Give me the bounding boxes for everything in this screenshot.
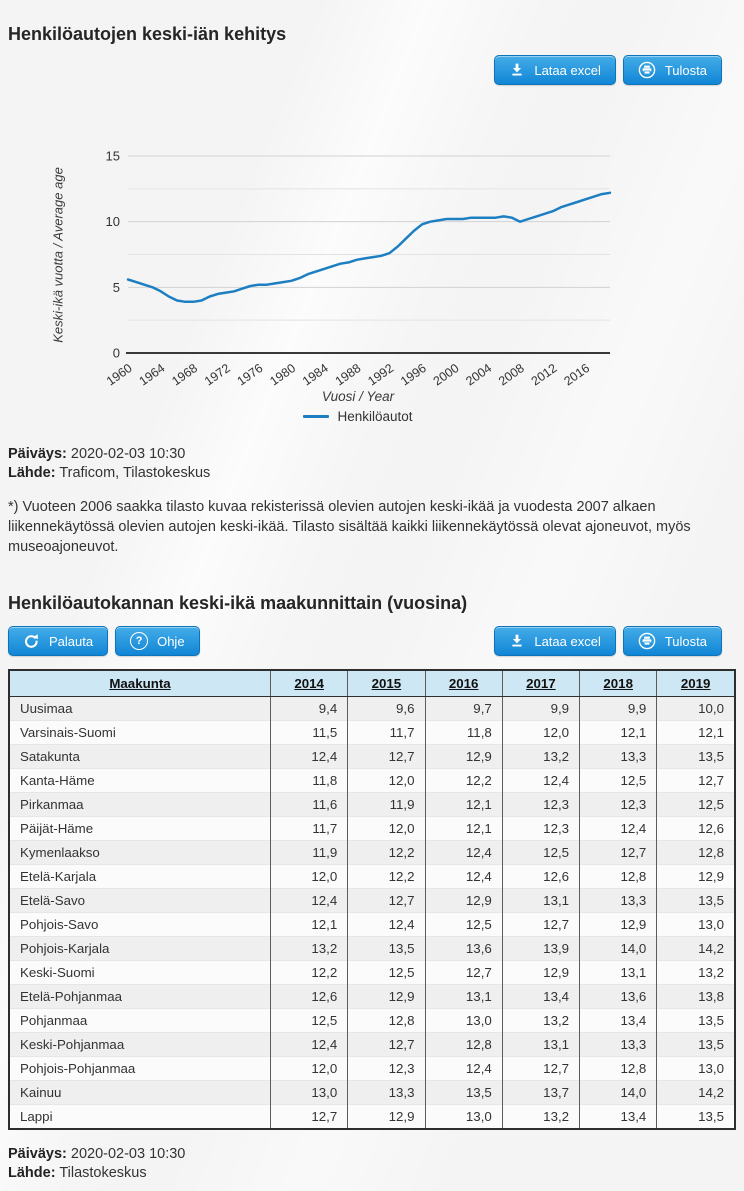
help-icon: ?	[130, 632, 148, 650]
cell-value: 12,7	[425, 961, 502, 985]
table-row	[9, 817, 735, 841]
table-row	[9, 1081, 735, 1105]
cell-value: 13,3	[580, 1033, 657, 1057]
cell-value: 12,4	[425, 865, 502, 889]
cell-value: 12,0	[271, 1057, 348, 1081]
table-row	[9, 793, 735, 817]
cell-value: 12,4	[348, 913, 425, 937]
cell-value: 13,2	[502, 1105, 579, 1130]
svg-text:5: 5	[112, 279, 120, 295]
cell-value: 9,6	[348, 697, 425, 721]
row-label: Päijät-Häme	[9, 817, 271, 841]
cell-value: 12,6	[657, 817, 735, 841]
table-row	[9, 697, 735, 721]
cell-value: 13,5	[657, 745, 735, 769]
row-label: Satakunta	[9, 745, 271, 769]
cell-value: 13,1	[425, 985, 502, 1009]
cell-value: 13,1	[580, 961, 657, 985]
row-label: Etelä-Karjala	[9, 865, 271, 889]
help-label: Ohje	[157, 633, 185, 649]
cell-value: 13,0	[271, 1081, 348, 1105]
cell-value: 12,4	[271, 745, 348, 769]
row-label: Kanta-Häme	[9, 769, 271, 793]
legend-line-swatch	[303, 415, 329, 418]
source-value: Traficom, Tilastokeskus	[59, 465, 211, 481]
cell-value: 13,3	[348, 1081, 425, 1105]
series-line-henkiloautot	[128, 193, 610, 302]
table-row	[9, 1009, 735, 1033]
row-label: Uusimaa	[9, 697, 271, 721]
download-icon	[509, 633, 525, 649]
legend-item-henkiloautot[interactable]	[88, 409, 628, 424]
source-value: Tilastokeskus	[59, 1165, 147, 1181]
cell-value: 12,2	[348, 841, 425, 865]
cell-value: 12,9	[425, 745, 502, 769]
cell-value: 12,8	[580, 1057, 657, 1081]
cell-value: 12,1	[425, 817, 502, 841]
svg-text:1972: 1972	[201, 360, 233, 389]
cell-value: 12,7	[502, 913, 579, 937]
svg-text:10: 10	[105, 214, 120, 230]
page-title-chart-section: Henkilöautojen keski-iän kehitys	[8, 24, 287, 44]
cell-value: 12,0	[348, 817, 425, 841]
cell-value: 12,5	[271, 1009, 348, 1033]
table-row	[9, 985, 735, 1009]
column-header-year[interactable]: 2015	[348, 670, 425, 697]
refresh-icon	[23, 633, 40, 650]
svg-text:1976: 1976	[234, 360, 266, 389]
cell-value: 13,1	[502, 889, 579, 913]
cell-value: 12,5	[580, 769, 657, 793]
cell-value: 13,0	[425, 1105, 502, 1130]
cell-value: 9,4	[271, 697, 348, 721]
line-chart	[0, 137, 744, 439]
printer-icon	[638, 61, 656, 79]
table-row	[9, 1105, 735, 1130]
cell-value: 12,9	[657, 865, 735, 889]
cell-value: 12,4	[425, 1057, 502, 1081]
download-excel-button[interactable]	[494, 626, 616, 656]
cell-value: 12,3	[502, 817, 579, 841]
help-button[interactable]	[115, 626, 199, 656]
column-header-year[interactable]: 2019	[657, 670, 735, 697]
cell-value: 12,2	[425, 769, 502, 793]
svg-text:1984: 1984	[299, 360, 331, 389]
row-label: Kainuu	[9, 1081, 271, 1105]
column-header-year[interactable]: 2018	[580, 670, 657, 697]
table-row	[9, 913, 735, 937]
cell-value: 13,5	[657, 889, 735, 913]
cell-value: 12,4	[580, 817, 657, 841]
cell-value: 13,6	[580, 985, 657, 1009]
column-header-year[interactable]: 2014	[271, 670, 348, 697]
date-line	[8, 1145, 736, 1164]
row-label: Keski-Pohjanmaa	[9, 1033, 271, 1057]
svg-text:15: 15	[105, 148, 120, 164]
svg-text:1992: 1992	[365, 360, 397, 389]
date-line	[8, 445, 736, 464]
cell-value: 12,4	[271, 1033, 348, 1057]
row-label: Kymenlaakso	[9, 841, 271, 865]
cell-value: 12,7	[348, 745, 425, 769]
table-row	[9, 745, 735, 769]
cell-value: 13,5	[425, 1081, 502, 1105]
table-row	[9, 769, 735, 793]
cell-value: 11,8	[271, 769, 348, 793]
svg-text:2016: 2016	[561, 360, 593, 389]
svg-text:1980: 1980	[267, 360, 299, 389]
cell-value: 13,3	[580, 745, 657, 769]
chart-toolbar	[8, 55, 722, 85]
cell-value: 12,8	[657, 841, 735, 865]
cell-value: 13,8	[657, 985, 735, 1009]
cell-value: 13,0	[657, 913, 735, 937]
download-excel-button[interactable]	[494, 55, 616, 85]
date-value: 2020-02-03 10:30	[70, 1146, 186, 1162]
cell-value: 12,6	[271, 985, 348, 1009]
table-row	[9, 1057, 735, 1081]
svg-text:1968: 1968	[169, 360, 201, 389]
region-age-table	[8, 669, 736, 1130]
row-label: Pohjanmaa	[9, 1009, 271, 1033]
cell-value: 14,0	[580, 1081, 657, 1105]
print-label: Tulosta	[664, 62, 707, 78]
legend-label: Henkilöautot	[337, 409, 413, 424]
row-label: Pohjois-Pohjanmaa	[9, 1057, 271, 1081]
svg-text:2008: 2008	[496, 360, 527, 389]
cell-value: 12,4	[502, 769, 579, 793]
cell-value: 12,9	[348, 1105, 425, 1130]
cell-value: 13,0	[657, 1057, 735, 1081]
chart-plot-area	[88, 137, 628, 389]
download-icon	[509, 62, 525, 78]
row-label: Etelä-Savo	[9, 889, 271, 913]
cell-value: 12,1	[580, 721, 657, 745]
table-row	[9, 1033, 735, 1057]
reset-button[interactable]	[8, 626, 108, 656]
cell-value: 13,7	[502, 1081, 579, 1105]
row-label: Pohjois-Karjala	[9, 937, 271, 961]
svg-text:1964: 1964	[136, 360, 168, 389]
print-label: Tulosta	[664, 633, 707, 649]
date-label: Päiväys:	[8, 1146, 67, 1162]
table-row	[9, 841, 735, 865]
table-row	[9, 937, 735, 961]
cell-value: 12,1	[425, 793, 502, 817]
cell-value: 11,7	[348, 721, 425, 745]
cell-value: 13,5	[657, 1033, 735, 1057]
cell-value: 11,7	[271, 817, 348, 841]
cell-value: 12,0	[502, 721, 579, 745]
cell-value: 11,9	[271, 841, 348, 865]
table-meta	[8, 1145, 736, 1183]
cell-value: 11,8	[425, 721, 502, 745]
cell-value: 13,5	[657, 1105, 735, 1130]
cell-value: 13,5	[657, 1009, 735, 1033]
row-label: Varsinais-Suomi	[9, 721, 271, 745]
cell-value: 9,7	[425, 697, 502, 721]
cell-value: 9,9	[580, 697, 657, 721]
cell-value: 10,0	[657, 697, 735, 721]
cell-value: 12,9	[425, 889, 502, 913]
cell-value: 12,9	[348, 985, 425, 1009]
cell-value: 12,8	[580, 865, 657, 889]
table-row	[9, 865, 735, 889]
source-label: Lähde:	[8, 1165, 56, 1181]
cell-value: 14,2	[657, 937, 735, 961]
cell-value: 13,9	[502, 937, 579, 961]
print-button[interactable]	[623, 55, 722, 85]
printer-icon	[638, 632, 656, 650]
download-excel-label: Lataa excel	[534, 633, 601, 649]
cell-value: 12,0	[271, 865, 348, 889]
cell-value: 12,7	[271, 1105, 348, 1130]
column-header-year[interactable]: 2016	[425, 670, 502, 697]
row-label: Keski-Suomi	[9, 961, 271, 985]
cell-value: 12,5	[348, 961, 425, 985]
table-row	[9, 961, 735, 985]
y-axis-title: Keski-ikä vuotta / Average age	[50, 167, 66, 343]
svg-text:2000: 2000	[430, 360, 462, 389]
table-row	[9, 889, 735, 913]
cell-value: 12,3	[502, 793, 579, 817]
print-button[interactable]	[623, 626, 722, 656]
svg-text:2004: 2004	[463, 360, 495, 389]
cell-value: 12,7	[348, 889, 425, 913]
cell-value: 9,9	[502, 697, 579, 721]
x-axis-title: Vuosi / Year	[321, 389, 395, 404]
row-label: Lappi	[9, 1105, 271, 1130]
cell-value: 13,2	[657, 961, 735, 985]
cell-value: 13,1	[502, 1033, 579, 1057]
svg-text:1988: 1988	[332, 360, 364, 389]
cell-value: 12,5	[657, 793, 735, 817]
cell-value: 12,7	[657, 769, 735, 793]
page-title-table-section: Henkilöautokannan keski-ikä maakunnittain (vuosina)	[8, 593, 468, 613]
cell-value: 12,1	[657, 721, 735, 745]
cell-value: 13,5	[348, 937, 425, 961]
cell-value: 12,5	[425, 913, 502, 937]
column-header-year[interactable]: 2017	[502, 670, 579, 697]
cell-value: 13,4	[580, 1105, 657, 1130]
cell-value: 13,0	[425, 1009, 502, 1033]
cell-value: 13,6	[425, 937, 502, 961]
cell-value: 12,3	[580, 793, 657, 817]
cell-value: 12,8	[348, 1009, 425, 1033]
row-label: Pirkanmaa	[9, 793, 271, 817]
cell-value: 14,0	[580, 937, 657, 961]
cell-value: 12,2	[348, 865, 425, 889]
cell-value: 12,2	[271, 961, 348, 985]
cell-value: 12,4	[425, 841, 502, 865]
cell-value: 14,2	[657, 1081, 735, 1105]
row-label: Etelä-Pohjanmaa	[9, 985, 271, 1009]
cell-value: 12,7	[348, 1033, 425, 1057]
svg-text:1960: 1960	[103, 360, 135, 389]
cell-value: 12,4	[271, 889, 348, 913]
svg-text:1996: 1996	[398, 360, 429, 389]
source-line	[8, 464, 736, 483]
column-header-region[interactable]: Maakunta	[9, 670, 271, 697]
cell-value: 13,3	[580, 889, 657, 913]
cell-value: 13,2	[502, 1009, 579, 1033]
cell-value: 11,9	[348, 793, 425, 817]
table-body	[9, 697, 735, 1130]
reset-label: Palauta	[49, 633, 94, 649]
cell-value: 12,6	[502, 865, 579, 889]
date-label: Päiväys:	[8, 446, 67, 462]
cell-value: 12,7	[580, 841, 657, 865]
download-excel-label: Lataa excel	[534, 62, 601, 78]
cell-value: 12,9	[580, 913, 657, 937]
cell-value: 12,9	[502, 961, 579, 985]
cell-value: 12,5	[502, 841, 579, 865]
cell-value: 13,4	[580, 1009, 657, 1033]
row-label: Pohjois-Savo	[9, 913, 271, 937]
cell-value: 11,5	[271, 721, 348, 745]
svg-text:0: 0	[112, 345, 120, 361]
source-line	[8, 1164, 736, 1183]
cell-value: 12,0	[348, 769, 425, 793]
cell-value: 12,3	[348, 1057, 425, 1081]
cell-value: 13,4	[502, 985, 579, 1009]
cell-value: 12,8	[425, 1033, 502, 1057]
chart-meta	[8, 445, 736, 483]
table-toolbar	[8, 626, 722, 656]
date-value: 2020-02-03 10:30	[70, 446, 186, 462]
cell-value: 12,7	[502, 1057, 579, 1081]
cell-value: 13,2	[502, 745, 579, 769]
cell-value: 12,1	[271, 913, 348, 937]
table-row	[9, 721, 735, 745]
table-header	[9, 670, 735, 697]
footnote-text: *) Vuoteen 2006 saakka tilasto kuvaa rekisterissä olevien autojen keski-ikää ja vuodesta 2007 alkaen liikennekäytössä olevien autojen keski-ikää. Tilasto sisältää kaikki liikennekäytössä olevat ajoneuvot, myös museoajoneuvot.	[8, 499, 691, 555]
source-label: Lähde:	[8, 465, 56, 481]
cell-value: 13,2	[271, 937, 348, 961]
cell-value: 11,6	[271, 793, 348, 817]
svg-text:2012: 2012	[528, 360, 560, 389]
